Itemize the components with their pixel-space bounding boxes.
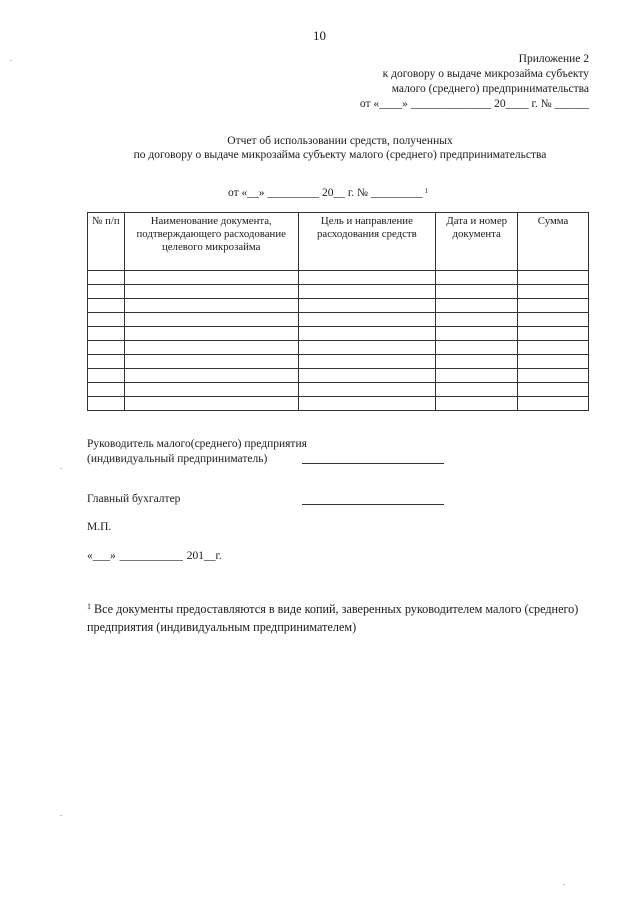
table-cell[interactable] xyxy=(518,341,589,355)
table-cell[interactable] xyxy=(124,341,298,355)
table-cell[interactable] xyxy=(436,271,518,285)
signature-date: «___» ___________ 201__г. xyxy=(87,550,222,562)
table-cell[interactable] xyxy=(518,313,589,327)
table-cell[interactable] xyxy=(298,327,436,341)
appendix-block xyxy=(360,52,589,112)
table-row xyxy=(88,397,589,411)
table-cell[interactable] xyxy=(88,383,125,397)
scan-speck xyxy=(60,468,62,469)
report-date-line xyxy=(228,187,428,199)
table-cell[interactable] xyxy=(124,355,298,369)
table-cell[interactable] xyxy=(124,327,298,341)
table-cell[interactable] xyxy=(518,397,589,411)
table-cell[interactable] xyxy=(298,341,436,355)
table-cell[interactable] xyxy=(88,313,125,327)
column-header-amount: Сумма xyxy=(518,213,589,271)
table-cell[interactable] xyxy=(436,369,518,383)
table-row xyxy=(88,327,589,341)
appendix-title: Приложение 2 xyxy=(518,53,589,65)
accountant-signature-line[interactable] xyxy=(302,504,444,505)
stamp-label: М.П. xyxy=(87,521,112,533)
table-cell[interactable] xyxy=(518,327,589,341)
head-signature-block xyxy=(87,437,307,467)
table-cell[interactable] xyxy=(298,285,436,299)
report-table xyxy=(87,212,589,411)
table-cell[interactable] xyxy=(88,271,125,285)
table-cell[interactable] xyxy=(124,383,298,397)
table-row xyxy=(88,341,589,355)
head-title-line2: (индивидуальный предприниматель) xyxy=(87,453,268,465)
report-title-line2: по договору о выдаче микрозайма субъекту малого (среднего) предпринимательства xyxy=(133,149,547,161)
table-cell[interactable] xyxy=(518,369,589,383)
table-cell[interactable] xyxy=(436,341,518,355)
appendix-contract-line: к договору о выдаче микрозайма субъекту xyxy=(382,68,589,80)
report-title-line1: Отчет об использовании средств, полученных xyxy=(227,135,453,147)
appendix-subject-line: малого (среднего) предпринимательства xyxy=(391,83,589,95)
footnote-reference: 1 xyxy=(424,187,429,195)
table-cell[interactable] xyxy=(518,271,589,285)
column-header-purpose: Цель и направление расходования средств xyxy=(298,213,436,271)
head-signature-line[interactable] xyxy=(302,463,444,464)
table-row xyxy=(88,369,589,383)
table-row xyxy=(88,355,589,369)
accountant-label: Главный бухгалтер xyxy=(87,493,181,505)
table-cell[interactable] xyxy=(436,299,518,313)
scan-speck xyxy=(563,884,565,885)
table-cell[interactable] xyxy=(436,355,518,369)
table-cell[interactable] xyxy=(298,271,436,285)
report-title xyxy=(60,134,620,162)
table-cell[interactable] xyxy=(88,397,125,411)
table-row xyxy=(88,285,589,299)
appendix-date-line: от «____» ______________ 20____ г. № ______ xyxy=(359,98,589,110)
table-cell[interactable] xyxy=(518,355,589,369)
column-header-date-number: Дата и номер документа xyxy=(436,213,518,271)
table-cell[interactable] xyxy=(124,299,298,313)
table-cell[interactable] xyxy=(124,397,298,411)
table-cell[interactable] xyxy=(88,341,125,355)
table-cell[interactable] xyxy=(518,299,589,313)
table-cell[interactable] xyxy=(298,313,436,327)
report-date-text: от «__» _________ 20__ г. № _________ xyxy=(228,187,423,199)
table-cell[interactable] xyxy=(298,397,436,411)
footnote xyxy=(87,601,587,635)
table-cell[interactable] xyxy=(124,369,298,383)
head-title-line1: Руководитель малого(среднего) предприятия xyxy=(87,438,307,450)
footnote-mark: 1 xyxy=(87,602,91,611)
page-number: 10 xyxy=(313,28,326,43)
table-cell[interactable] xyxy=(88,355,125,369)
column-header-document-name: Наименование документа, подтверждающего расходование целевого микрозайма xyxy=(124,213,298,271)
table-cell[interactable] xyxy=(124,285,298,299)
table-cell[interactable] xyxy=(88,327,125,341)
scan-speck xyxy=(10,60,12,61)
table-cell[interactable] xyxy=(436,383,518,397)
table-cell[interactable] xyxy=(298,369,436,383)
table-cell[interactable] xyxy=(298,299,436,313)
table-cell[interactable] xyxy=(88,299,125,313)
table-cell[interactable] xyxy=(436,327,518,341)
table-header-row xyxy=(88,213,589,271)
table-cell[interactable] xyxy=(88,369,125,383)
table-row xyxy=(88,383,589,397)
table-row xyxy=(88,313,589,327)
table-row xyxy=(88,271,589,285)
table-cell[interactable] xyxy=(124,271,298,285)
table-cell[interactable] xyxy=(88,285,125,299)
scan-speck xyxy=(60,815,62,816)
table-cell[interactable] xyxy=(436,285,518,299)
table-cell[interactable] xyxy=(436,397,518,411)
table-cell[interactable] xyxy=(436,313,518,327)
table-cell[interactable] xyxy=(298,355,436,369)
column-header-number: № п/п xyxy=(88,213,125,271)
table-cell[interactable] xyxy=(124,313,298,327)
table-cell[interactable] xyxy=(298,383,436,397)
table-cell[interactable] xyxy=(518,383,589,397)
table-cell[interactable] xyxy=(518,285,589,299)
table-row xyxy=(88,299,589,313)
footnote-text: Все документы предоставляются в виде копий, заверенных руководителем малого (среднего) предприятия (индивидуальным предпринимателем) xyxy=(87,602,579,634)
